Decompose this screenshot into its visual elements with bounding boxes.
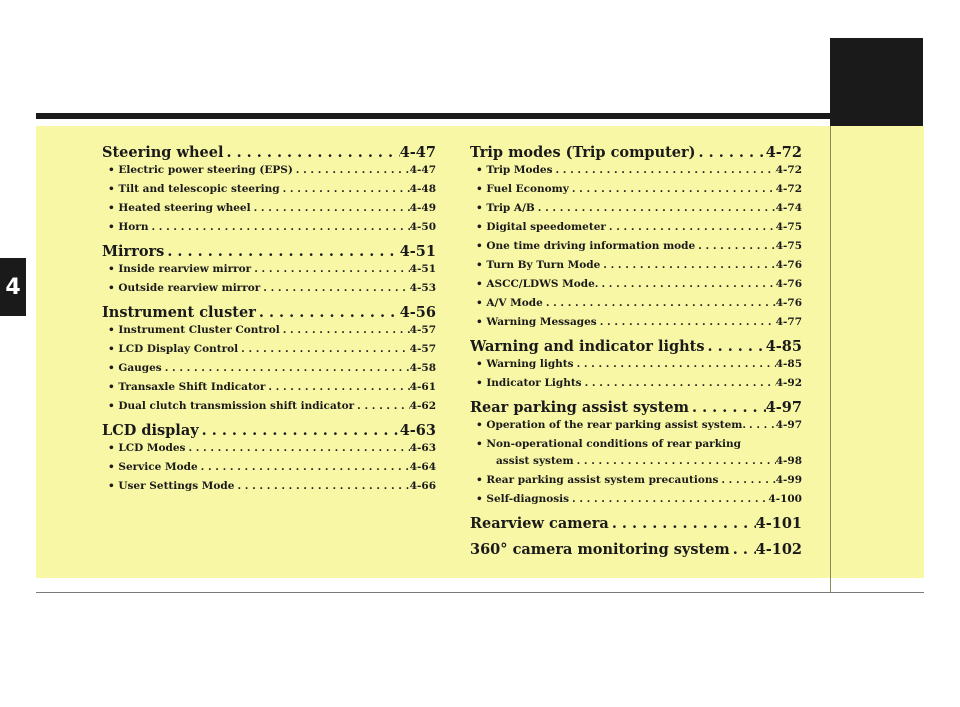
toc-page-number: 4-74 bbox=[775, 202, 802, 214]
toc-label: assist system bbox=[496, 455, 574, 467]
toc-label: • Outside rearview mirror bbox=[108, 282, 261, 294]
toc-label: • LCD Modes bbox=[108, 442, 186, 454]
toc-entry[interactable] bbox=[470, 278, 802, 297]
toc-label: • Indicator Lights bbox=[476, 377, 582, 389]
toc-column-left bbox=[102, 144, 436, 499]
toc-section[interactable] bbox=[102, 243, 436, 263]
toc-label: • Non-operational conditions of rear parking bbox=[476, 438, 741, 450]
toc-page-number: 4-47 bbox=[409, 164, 436, 176]
toc-entry[interactable] bbox=[470, 164, 802, 183]
toc-page-number: 4-76 bbox=[775, 278, 802, 290]
toc-section[interactable] bbox=[470, 144, 802, 164]
dot-leader bbox=[600, 259, 775, 271]
dot-leader bbox=[730, 541, 756, 558]
toc-page-number: 4-48 bbox=[409, 183, 436, 195]
toc-entry[interactable] bbox=[470, 221, 802, 240]
toc-page-number: 4-58 bbox=[409, 362, 436, 374]
toc-section[interactable] bbox=[102, 304, 436, 324]
dot-leader bbox=[223, 144, 399, 161]
toc-page-number: 4-64 bbox=[409, 461, 436, 473]
toc-page-number: 4-92 bbox=[775, 377, 802, 389]
toc-section[interactable] bbox=[470, 399, 802, 419]
toc-section[interactable] bbox=[470, 515, 802, 535]
dot-leader bbox=[251, 263, 410, 275]
dot-leader bbox=[582, 377, 776, 389]
toc-entry[interactable] bbox=[470, 493, 802, 512]
toc-page-number: 4-85 bbox=[775, 358, 802, 370]
toc-column-right bbox=[470, 144, 802, 561]
toc-label: • A/V Mode bbox=[476, 297, 543, 309]
toc-entry[interactable] bbox=[470, 297, 802, 316]
dot-leader bbox=[238, 343, 410, 355]
toc-entry[interactable] bbox=[470, 259, 802, 278]
toc-label: • Instrument Cluster Control bbox=[108, 324, 280, 336]
toc-label: • Transaxle Shift Indicator bbox=[108, 381, 266, 393]
toc-entry[interactable] bbox=[102, 324, 436, 343]
dot-leader bbox=[185, 442, 409, 454]
dot-leader bbox=[574, 455, 776, 467]
toc-page-number: 4-51 bbox=[409, 263, 436, 275]
dot-leader bbox=[234, 480, 409, 492]
toc-entry[interactable] bbox=[470, 377, 802, 396]
dot-leader bbox=[606, 221, 776, 233]
toc-section[interactable] bbox=[470, 541, 802, 561]
toc-entry[interactable] bbox=[102, 202, 436, 221]
toc-page-number: 4-85 bbox=[765, 338, 802, 355]
toc-entry[interactable] bbox=[102, 263, 436, 282]
toc-label: • Trip A/B bbox=[476, 202, 535, 214]
toc-label: • Warning lights bbox=[476, 358, 574, 370]
toc-label: Rear parking assist system bbox=[470, 399, 689, 416]
toc-label: • Horn bbox=[108, 221, 149, 233]
toc-entry[interactable] bbox=[470, 183, 802, 202]
toc-page-number: 4-47 bbox=[399, 144, 436, 161]
footer-rule bbox=[36, 592, 924, 593]
dot-leader bbox=[162, 362, 410, 374]
toc-page-number: 4-57 bbox=[409, 343, 436, 355]
toc-entry[interactable] bbox=[470, 474, 802, 493]
toc-label: • Turn By Turn Mode bbox=[476, 259, 601, 271]
toc-label: • Fuel Economy bbox=[476, 183, 569, 195]
toc-page-number: 4-72 bbox=[765, 144, 802, 161]
toc-page-number: 4-75 bbox=[775, 240, 802, 252]
chapter-number: 4 bbox=[5, 274, 21, 300]
toc-label: • Warning Messages bbox=[476, 316, 597, 328]
corner-block bbox=[830, 38, 923, 127]
toc-label: Mirrors bbox=[102, 243, 165, 260]
toc-label: Instrument cluster bbox=[102, 304, 256, 321]
toc-label: • User Settings Mode bbox=[108, 480, 235, 492]
toc-page-number: 4-63 bbox=[409, 442, 436, 454]
toc-page-number: 4-100 bbox=[768, 493, 802, 505]
toc-label: • ASCC/LDWS Mode. bbox=[476, 278, 599, 290]
toc-page-number: 4-76 bbox=[775, 297, 802, 309]
toc-entry[interactable] bbox=[102, 400, 436, 419]
toc-page-number: 4-51 bbox=[399, 243, 436, 260]
toc-label: • Inside rearview mirror bbox=[108, 263, 252, 275]
toc-page-number: 4-56 bbox=[399, 304, 436, 321]
dot-leader bbox=[689, 399, 766, 416]
toc-entry[interactable] bbox=[102, 362, 436, 381]
toc-page-number: 4-72 bbox=[775, 183, 802, 195]
toc-label: • Gauges bbox=[108, 362, 162, 374]
toc-label: 360° camera monitoring system bbox=[470, 541, 730, 558]
toc-label: • Electric power steering (EPS) bbox=[108, 164, 293, 176]
toc-page-number: 4-97 bbox=[765, 399, 802, 416]
dot-leader bbox=[199, 422, 400, 439]
dot-leader bbox=[746, 419, 776, 431]
toc-page-number: 4-50 bbox=[409, 221, 436, 233]
toc-label: LCD display bbox=[102, 422, 199, 439]
toc-page-number: 4-66 bbox=[409, 480, 436, 492]
toc-entry[interactable] bbox=[102, 442, 436, 461]
dot-leader bbox=[696, 144, 766, 161]
dot-leader bbox=[569, 183, 776, 195]
toc-entry[interactable] bbox=[470, 202, 802, 221]
toc-page-number: 4-61 bbox=[409, 381, 436, 393]
toc-label: Steering wheel bbox=[102, 144, 224, 161]
toc-page-number: 4-98 bbox=[775, 455, 802, 467]
dot-leader bbox=[597, 316, 776, 328]
toc-label: • Operation of the rear parking assist system. bbox=[476, 419, 747, 431]
toc-label: • Self-diagnosis bbox=[476, 493, 570, 505]
toc-page-number: 4-76 bbox=[775, 259, 802, 271]
toc-label: • One time driving information mode bbox=[476, 240, 696, 252]
toc-page-number: 4-53 bbox=[409, 282, 436, 294]
toc-label: • Dual clutch transmission shift indicator bbox=[108, 400, 355, 412]
dot-leader bbox=[251, 202, 410, 214]
toc-label: • Rear parking assist system precautions bbox=[476, 474, 719, 486]
toc-section[interactable] bbox=[102, 144, 436, 164]
toc-label: • Tilt and telescopic steering bbox=[108, 183, 280, 195]
toc-entry[interactable] bbox=[470, 455, 802, 474]
toc-entry[interactable] bbox=[102, 461, 436, 480]
dot-leader bbox=[609, 515, 756, 532]
chapter-tab bbox=[0, 258, 26, 316]
toc-label: • Digital speedometer bbox=[476, 221, 606, 233]
toc-page-number: 4-75 bbox=[775, 221, 802, 233]
toc-page-number: 4-77 bbox=[775, 316, 802, 328]
dot-leader bbox=[260, 282, 409, 294]
dot-leader bbox=[148, 221, 409, 233]
toc-entry[interactable] bbox=[102, 221, 436, 240]
dot-leader bbox=[280, 183, 410, 195]
toc-label: • Trip Modes bbox=[476, 164, 553, 176]
toc-entry[interactable] bbox=[102, 164, 436, 183]
dot-leader bbox=[705, 338, 766, 355]
toc-page-number: 4-63 bbox=[399, 422, 436, 439]
dot-leader bbox=[354, 400, 410, 412]
margin-divider bbox=[830, 126, 831, 592]
toc-entry[interactable] bbox=[102, 480, 436, 499]
toc-label: • Service Mode bbox=[108, 461, 198, 473]
toc-entry[interactable] bbox=[470, 358, 802, 377]
toc-page-number: 4-62 bbox=[409, 400, 436, 412]
dot-leader bbox=[598, 278, 775, 290]
dot-leader bbox=[543, 297, 776, 309]
toc-page-number: 4-101 bbox=[755, 515, 802, 532]
dot-leader bbox=[574, 358, 776, 370]
dot-leader bbox=[553, 164, 776, 176]
toc-entry[interactable] bbox=[470, 316, 802, 335]
dot-leader bbox=[265, 381, 409, 393]
dot-leader bbox=[256, 304, 400, 321]
toc-section[interactable] bbox=[102, 422, 436, 442]
toc-entry[interactable] bbox=[102, 343, 436, 362]
dot-leader bbox=[695, 240, 776, 252]
toc-entry[interactable] bbox=[470, 240, 802, 259]
header-rule bbox=[36, 113, 831, 119]
toc-page-number: 4-102 bbox=[755, 541, 802, 558]
toc-label: Trip modes (Trip computer) bbox=[470, 144, 696, 161]
toc-page-number: 4-72 bbox=[775, 164, 802, 176]
toc-entry[interactable] bbox=[102, 183, 436, 202]
dot-leader bbox=[718, 474, 775, 486]
dot-leader bbox=[569, 493, 768, 505]
toc-label: • Heated steering wheel bbox=[108, 202, 251, 214]
toc-label: • LCD Display Control bbox=[108, 343, 239, 355]
toc-page-number: 4-99 bbox=[775, 474, 802, 486]
toc-page-number: 4-57 bbox=[409, 324, 436, 336]
dot-leader bbox=[164, 243, 399, 260]
dot-leader bbox=[535, 202, 776, 214]
toc-entry[interactable] bbox=[470, 419, 802, 438]
toc-page-number: 4-97 bbox=[775, 419, 802, 431]
dot-leader bbox=[293, 164, 410, 176]
toc-entry[interactable] bbox=[102, 381, 436, 400]
toc-page-number: 4-49 bbox=[409, 202, 436, 214]
toc-entry[interactable] bbox=[470, 438, 802, 455]
toc-label: Rearview camera bbox=[470, 515, 609, 532]
toc-entry[interactable] bbox=[102, 282, 436, 301]
dot-leader bbox=[280, 324, 410, 336]
dot-leader bbox=[198, 461, 410, 473]
toc-section[interactable] bbox=[470, 338, 802, 358]
toc-label: Warning and indicator lights bbox=[470, 338, 705, 355]
